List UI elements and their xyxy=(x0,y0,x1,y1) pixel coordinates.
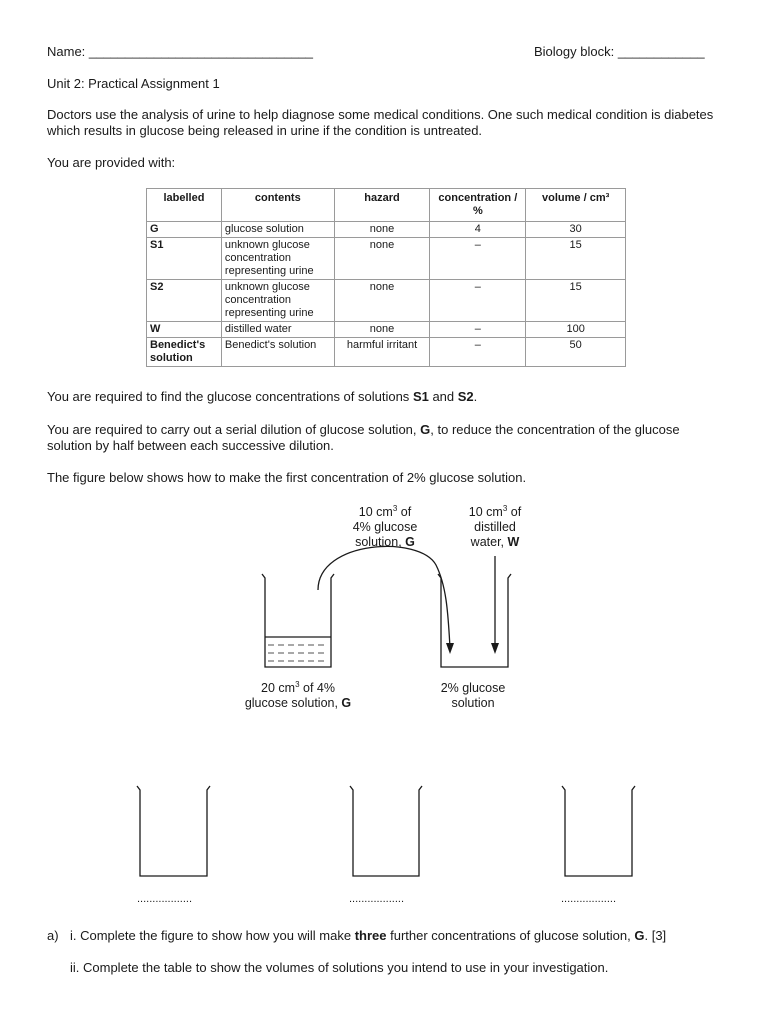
required-1-pre: You are required to find the glucose concentrations of solutions xyxy=(47,389,413,404)
transfer-volume: 10 cm xyxy=(358,505,393,519)
cell-contents: unknown glucose concentration representing urine xyxy=(221,238,334,280)
cell-hazard: none xyxy=(334,322,430,338)
transfer-line2: 4% glucose xyxy=(352,520,418,534)
transfer-g: G xyxy=(405,535,415,549)
beaker1-volume: 20 cm xyxy=(261,681,296,695)
cell-volume: 100 xyxy=(526,322,626,338)
water-line2: distilled xyxy=(474,520,516,534)
cell-contents: distilled water xyxy=(221,322,334,338)
transfer-line3: solution, xyxy=(355,535,406,549)
header-hazard: hazard xyxy=(334,189,430,222)
cell-hazard: none xyxy=(334,280,430,322)
beaker1-of: of 4% xyxy=(299,681,335,695)
beaker-1-label xyxy=(228,681,368,711)
question-a-i xyxy=(70,928,740,944)
beaker1-g: G xyxy=(341,696,352,710)
empty-beaker-1 xyxy=(137,786,210,876)
cell-hazard: none xyxy=(334,222,430,238)
biology-block-field-label: Biology block: ____________ xyxy=(534,44,705,59)
solution-s2-label: S2 xyxy=(457,389,474,404)
beaker-2-percent xyxy=(438,574,511,667)
question-a-i-g: G xyxy=(634,928,645,943)
question-a-prefix: a) xyxy=(47,928,59,943)
required-2-pre: You are required to carry out a serial dilution of glucose solution, xyxy=(47,422,421,437)
cell-concentration: – xyxy=(430,322,526,338)
header-contents: contents xyxy=(221,189,334,222)
water-arrowhead xyxy=(491,643,499,654)
cell-hazard: none xyxy=(334,238,430,280)
beaker2-line1: 2% glucose xyxy=(440,681,506,695)
water-volume: 10 cm xyxy=(468,505,503,519)
beaker2-line2: solution xyxy=(451,696,495,710)
superscript: 3 xyxy=(502,503,508,513)
cell-contents: glucose solution xyxy=(221,222,334,238)
water-w: W xyxy=(507,535,520,549)
liquid-hatching xyxy=(268,645,328,661)
required-1-post: . xyxy=(473,389,478,404)
intro-paragraph: Doctors use the analysis of urine to help diagnose some medical conditions. One such medical condition is diabetes which results in glucose being released in urine if the condition is untreated. xyxy=(47,107,714,138)
required-2-post: , to reduce the concentration of the glucose solution by half between each successive dilution. xyxy=(47,422,680,453)
question-a-i-mid: further concentrations of glucose solution, xyxy=(386,928,635,943)
cell-contents: Benedict's solution xyxy=(221,338,334,367)
solution-g-label: G xyxy=(420,422,431,437)
empty-beaker-2 xyxy=(350,786,422,876)
water-of: of xyxy=(507,505,522,519)
question-a-i-three: three xyxy=(354,928,387,943)
empty-beaker-3 xyxy=(562,786,635,876)
cell-labelled: S1 xyxy=(147,238,222,280)
cell-concentration: – xyxy=(430,338,526,367)
cell-labelled: S2 xyxy=(147,280,222,322)
cell-concentration: 4 xyxy=(430,222,526,238)
cell-labelled: Benedict's solution xyxy=(147,338,222,367)
question-a-ii: ii. Complete the table to show the volumes of solutions you intend to use in your investigation. xyxy=(70,960,609,975)
beaker-2-label xyxy=(423,681,523,711)
superscript: 3 xyxy=(295,679,300,689)
cell-concentration: – xyxy=(430,280,526,322)
cell-volume: 30 xyxy=(526,222,626,238)
question-a-i-post: . [3] xyxy=(644,928,667,943)
assignment-title: Unit 2: Practical Assignment 1 xyxy=(47,76,220,91)
name-field-label: Name: _______________________________ xyxy=(47,44,314,59)
blank-label-2[interactable]: .................. xyxy=(349,893,405,905)
header-concentration: concentration / % xyxy=(430,189,526,222)
superscript: 3 xyxy=(392,503,398,513)
blank-label-3[interactable]: .................. xyxy=(561,893,617,905)
header-volume: volume / cm³ xyxy=(526,189,626,222)
transfer-of: of xyxy=(397,505,412,519)
blank-label-1[interactable]: .................. xyxy=(137,893,193,905)
solution-s1-label: S1 xyxy=(412,389,429,404)
cell-hazard: harmful irritant xyxy=(334,338,430,367)
header-labelled: labelled xyxy=(147,189,222,222)
cell-labelled: G xyxy=(147,222,222,238)
question-a-i-pre: i. Complete the figure to show how you will make xyxy=(70,928,355,943)
cell-volume: 15 xyxy=(526,238,626,280)
cell-labelled: W xyxy=(147,322,222,338)
cell-volume: 50 xyxy=(526,338,626,367)
beaker1-line2: glucose solution, xyxy=(244,696,342,710)
figure-intro-text: The figure below shows how to make the first concentration of 2% glucose solution. xyxy=(47,470,527,485)
cell-concentration: – xyxy=(430,238,526,280)
water-line3: water, xyxy=(470,535,508,549)
cell-contents: unknown glucose concentration representing urine xyxy=(221,280,334,322)
required-1-mid: and xyxy=(428,389,458,404)
transfer-arrowhead xyxy=(446,643,454,654)
provided-text: You are provided with: xyxy=(47,155,176,170)
transfer-arrow xyxy=(318,546,450,648)
cell-volume: 15 xyxy=(526,280,626,322)
